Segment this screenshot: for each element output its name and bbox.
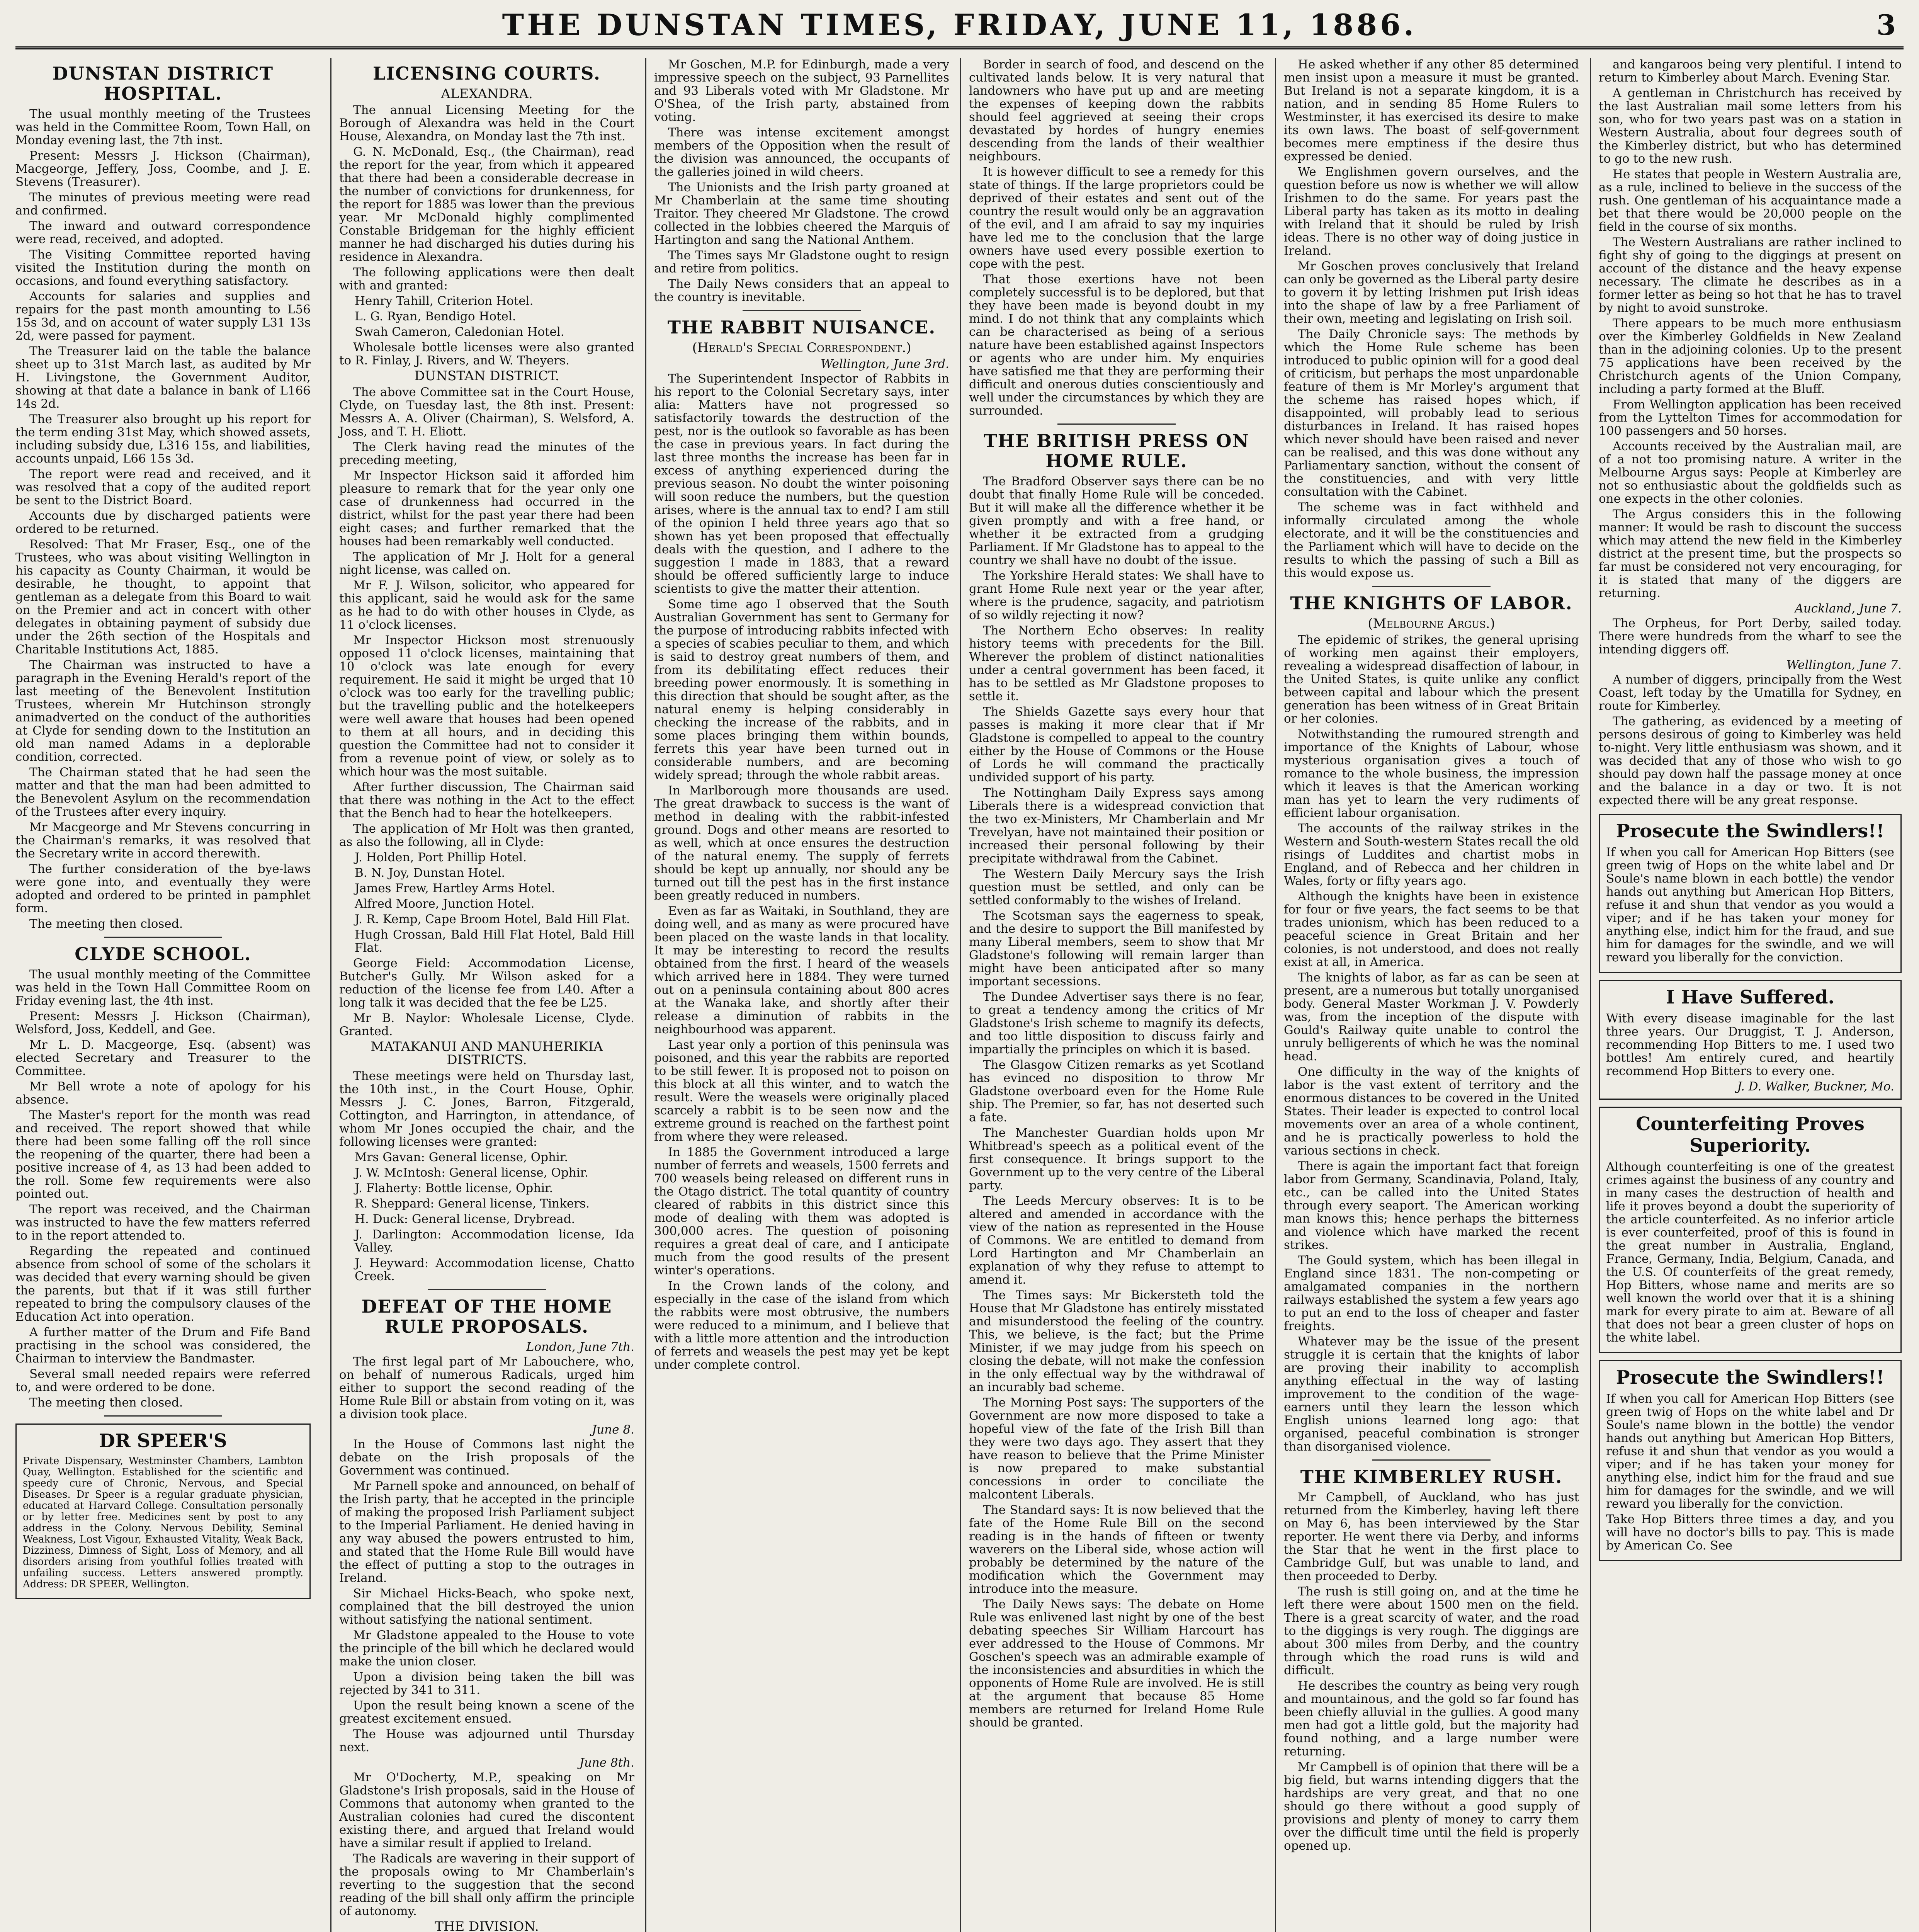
- dateline: June 8.: [592, 1423, 634, 1437]
- paragraph: Mr Goschen proves conclusively that Ireland can only be governed as the Liberal party desire to govern it by letting Irishmen put Irish ideas into the shape of law by a free Parliament of their own, meeting and legislating on Irish soil.: [1284, 259, 1579, 326]
- paragraph: The application of Mr J. Holt for a general night license, was called on.: [339, 550, 634, 577]
- paragraph: These meetings were held on Thursday last, the 10th inst., in the Court House, Ophir. Messrs J. C. Jones, Barron, Fitzgerald, Cottington, and Harrington, in attendance, of whom Mr Jones occupied the chair, and the following licenses were granted:: [339, 1069, 634, 1149]
- paragraph: The above Committee sat in the Court House, Clyde, on Tuesday last, the 8th inst. Present: Messrs A. A. Oliver (Chairman), S. Welsford, A. Joss, and T. H. Eliott.: [339, 385, 634, 439]
- subheading: THE DIVISION.: [435, 1919, 539, 1932]
- paragraph: In the House of Commons last night the debate on the Irish proposals of the Government was continued.: [339, 1437, 634, 1478]
- paragraph: The Leeds Mercury observes: It is to be altered and amended in accordance with the view of the nation as represented in the House of Commons. We are entitled to demand from Lord Hartington and Mr Chamberlain an explanation of why they refuse to attempt to amend it.: [969, 1194, 1264, 1287]
- column-3: [645, 58, 955, 1932]
- divider: [428, 1289, 546, 1290]
- advertisement-hop-bitters-4: [1599, 1360, 1902, 1561]
- paragraph: The Standard says: It is now believed that the fate of the Home Rule Bill on the second reading is in the hands of fifteen or twenty waverers on the Liberal side, whose action will probably be determined by the nature of the modification which the Government may introduce into the measure.: [969, 1503, 1264, 1596]
- dateline: June 8th.: [579, 1756, 634, 1770]
- paragraph: Mr Inspector Hickson most strenuously opposed 11 o'clock licenses, maintaining that 10 o'clock was late enough for every requirement. He said it might be urged that 10 o'clock was too early for the travelling public; but the travelling public and the hotelkeepers were well aware that houses had been opened to them at all hours, and in deciding this question the Committee had not to consider it from a revenue point of view, or solely as to which hour was the most suitable.: [339, 633, 634, 779]
- paragraph: The Times says: Mr Bickersteth told the House that Mr Gladstone has entirely misstated and misunderstood the feeling of the country. This, we believe, is the fact; but the Prime Minister, if we may judge from his speech on closing the debate, will not make the confession in the only effectual way by the withdrawal of an incurably bad scheme.: [969, 1288, 1264, 1394]
- advertisement-hop-bitters-1: [1599, 814, 1902, 973]
- divider: [1057, 423, 1176, 425]
- paragraph: In 1885 the Government introduced a large number of ferrets and weasels, 1500 ferrets and 700 weasels being released on different runs in the Otago district. The total quantity of country cleared of rabbits in this district since this mode of dealing with them was adopted is 300,000 acres. The question of poisoning requires a great deal of care, and I anticipate much from the good results of the present winter's operations.: [654, 1145, 949, 1277]
- column-6: [1590, 58, 1908, 1932]
- paragraph: Mr Campbell, of Auckland, who has just returned from the Kimberley, having left there on May 6, has been interviewed by the Star reporter. He went there via Derby, and informs the Star that he went in the first place to Cambridge Gulf, but was unable to land, and then proceeded to Derby.: [1284, 1490, 1579, 1583]
- column-4: [960, 58, 1270, 1932]
- paragraph: The Northern Echo observes: In reality history teems with precedents for the Bill. Wherever the problem of distinct nationalities under a central government has been faced, it has to be settled as Mr Gladstone proposes to settle it.: [969, 624, 1264, 703]
- paragraph: The further consideration of the bye-laws were gone into, and eventually they were adopted and ordered to be printed in pamphlet form.: [15, 862, 311, 915]
- list-item: J. W. McIntosh: General license, Ophir.: [355, 1166, 588, 1180]
- list-item: J. Darlington: Accommodation license, Ida Valley.: [355, 1228, 634, 1255]
- list-item: H. Duck: General license, Drybread.: [355, 1212, 575, 1226]
- list-item: James Frew, Hartley Arms Hotel.: [355, 881, 555, 895]
- divider: [1372, 586, 1491, 587]
- article-heading: THE KNIGHTS OF LABOR.: [1290, 593, 1573, 614]
- paragraph: G. N. McDonald, Esq., (the Chairman), read the report for the year, from which it appeared that there had been a considerable decrease in the number of convictions for drunkenness, for the report for 1885 was lower than the previous year. Mr McDonald highly complimented Constable Bridgeman for the highly efficient manner he had discharged his duties during his residence in Alexandra.: [339, 145, 634, 264]
- ad-body: If when you call for American Hop Bitters (see green twig of Hops on the white label and Dr Soule's name blown in the bottle) the vendor hands out anything but American Hop Bitters, refuse it and shun that vendor as you would a viper; and if he has taken your money for anything else, indict him for the fraud and sue him for damages for the swindle, and we will reward you liberally for the conviction.: [1606, 1392, 1894, 1511]
- column-1: [15, 58, 317, 1932]
- paragraph: Whatever may be the issue of the present struggle it is certain that the knights of labor are proving their inability to accomplish anything effectual in the way of lasting improvement to the condition of the wage-earners until they learn the lesson which English unions learned long ago: that organised, peaceful combination is stronger than disorganised violence.: [1284, 1335, 1579, 1454]
- subheading: (Herald's Special Correspondent.): [692, 340, 911, 355]
- dateline: Wellington, June 7.: [1786, 658, 1902, 672]
- masthead: [15, 4, 1904, 49]
- paragraph: The Superintendent Inspector of Rabbits in his report to the Colonial Secretary says, inter alia: Matters have not progressed so satisfactorily towards the destruction of the pest, nor is the outlook so favorable as has been the case in previous years. In fact during the last three months the increase has been far in excess of anything experienced during the previous season. No doubt the winter poisoning will soon reduce the numbers, but the question arises, where is the annual tax to end? I am still of the opinion I held three years ago that so shown has yet been proposed that effectually deals with the question, and I adhere to the suggestion I made in 1883, that a reward should be offered sufficiently large to induce scientists to give the matter their attention.: [654, 372, 949, 596]
- paragraph: Accounts due by discharged patients were ordered to be returned.: [15, 509, 311, 536]
- paragraph: He asked whether if any other 85 determined men insist upon a measure it must be granted. But Ireland is not a separate kingdom, it is a nation, and in sending 85 Home Rulers to Westminster, it has exercised its desire to make its own laws. The boast of self-government becomes mere emptiness if the desire thus expressed be denied.: [1284, 58, 1579, 163]
- article-heading: DEFEAT OF THE HOME RULE PROPOSALS.: [361, 1296, 612, 1337]
- paragraph: The report was received, and the Chairman was instructed to have the few matters referred to in the report attended to.: [15, 1202, 311, 1243]
- divider: [104, 1415, 222, 1417]
- list-item: Henry Tahill, Criterion Hotel.: [355, 294, 534, 308]
- paragraph: Some time ago I observed that the South Australian Government has sent to Germany for the purpose of introducing rabbits infected with a species of scabies peculiar to them, and which is said to destroy great numbers of them, and from its debilitating effect reduces their breeding power enormously. It is something in this direction that should be sought after, as the natural enemy is helping considerably in checking the increase of the rabbits, and in some places bringing them within bounds, ferrets this year have been turned out in considerable numbers, and are becoming widely spread; through the whole rabbit areas.: [654, 597, 949, 782]
- paragraph: Several small needed repairs were referred to, and were ordered to be done.: [15, 1367, 311, 1394]
- advertisement-dr-speer: [15, 1423, 311, 1599]
- divider: [1372, 1459, 1491, 1461]
- paragraph: The Glasgow Citizen remarks as yet Scotland has evinced no disposition to throw Mr Gladstone overboard even for the Home Rule ship. The Premier, so far, has not deserted such a fate.: [969, 1058, 1264, 1124]
- paragraph: Even as far as Waitaki, in Southland, they are doing well, and as many as were procured have been placed on the waste lands in that locality. It may be interesting to record the results obtained from the first. I heard of the weasels which arrived here in 1884. They were turned out on a peninsula containing about 800 acres at the Wanaka lake, and shortly after their release a diminution of rabbits in the neighbourhood was apparent.: [654, 904, 949, 1036]
- dateline: London, June 7th.: [526, 1340, 634, 1354]
- subheading: (Melbourne Argus.): [1368, 616, 1495, 631]
- ad-title: I Have Suffered.: [1666, 986, 1835, 1008]
- paragraph: The epidemic of strikes, the general uprising of working men against their employers, revealing a widespread disaffection of labour, in the United States, is quite unlike any conflict between capital and labour which the present generation has been witness of in Great Britain or her colonies.: [1284, 633, 1579, 726]
- paragraph: After further discussion, The Chairman said that there was nothing in the Act to the effect that the Bench had to hear the hotelkeepers.: [339, 780, 634, 820]
- paragraph: The gathering, as evidenced by a meeting of persons desirous of going to Kimberley was held to-night. Very little enthusiasm was shown, and it was decided that any of those who wish to go should pay down half the passage money at once and the balance in a day or two. It is not expected there will be any great response.: [1599, 714, 1902, 807]
- paragraph: The first legal part of Mr Labouchere, who, on behalf of numerous Radicals, urged him either to support the second reading of the Home Rule Bill or abstain from voting on it, was a division took place.: [339, 1355, 634, 1421]
- paragraph: Present: Messrs J. Hickson (Chairman), Welsford, Joss, Keddell, and Gee.: [15, 1009, 311, 1036]
- paragraph: The meeting then closed.: [29, 1396, 183, 1410]
- paragraph: The Dundee Advertiser says there is no fear, to great a tendency among the critics of Mr Gladstone's Irish scheme to magnify its defects, and too little disposition to discuss fairly and impartially the principles on which it is based.: [969, 990, 1264, 1056]
- paragraph: That those exertions have not been completely successful is to be deplored, but that they have been made is beyond doubt in my mind. I do not think that any complaints which can be characterised as being of a serious nature have been established against Inspectors or agents who are under him. My enquiries have satisfied me that they are performing their difficult and onerous duties conscientiously and well under the circumstances by which they are surrounded.: [969, 272, 1264, 418]
- paragraph: Last year only a portion of this peninsula was poisoned, and this year the rabbits are reported to be still fewer. It is proposed not to poison on this block at all this winter, and to watch the result. Were the weasels were originally placed scarcely a rabbit is to be seen now and the extreme ground is reached on the farthest point from where they were released.: [654, 1038, 949, 1144]
- masthead-title: THE DUNSTAN TIMES, FRIDAY, JUNE 11, 1886.: [502, 8, 1417, 42]
- page-number: 3: [1876, 9, 1896, 41]
- paragraph: Sir Michael Hicks-Beach, who spoke next, complained that the bill destroyed the union without satisfying the national sentiment.: [339, 1587, 634, 1627]
- paragraph: There appears to be much more enthusiasm over the Kimberley Goldfields in New Zealand than in the adjoining colonies. Up to the present 75 applications have been received by the Christchurch agents of the Union Company, including a party formed at the Bluff.: [1599, 316, 1902, 396]
- paragraph: A gentleman in Christchurch has received by the last Australian mail some letters from his son, who for two years past was on a station in Western Australia, about four degrees south of the Kimberley district, but who has determined to go to the new rush.: [1599, 86, 1902, 166]
- paragraph: The Western Daily Mercury says the Irish question must be settled, and only can be settled conformably to the wishes of Ireland.: [969, 867, 1264, 907]
- paragraph: Mr L. D. Macgeorge, Esq. (absent) was elected Secretary and Treasurer to the Committee.: [15, 1038, 311, 1078]
- ad-title: Counterfeiting Proves Superiority.: [1636, 1113, 1865, 1156]
- paragraph: Mr Parnell spoke and announced, on behalf of the Irish party, that he accepted in the principle of making the proposed Irish Parliament subject to the Imperial Parliament. He denied having in any way abused the powers entrusted to him, and stated that the Home Rule Bill would have the effect of putting a stop to the outrages in Ireland.: [339, 1479, 634, 1585]
- paragraph: The following applications were then dealt with and granted:: [339, 265, 634, 293]
- list-item: Swah Cameron, Caledonian Hotel.: [355, 325, 564, 339]
- paragraph: The Shields Gazette says every hour that passes is making it more clear that if Mr Gladstone is compelled to appeal to the country either by the House of Commons or the House of Lords he will command the practically undivided support of his party.: [969, 705, 1264, 784]
- list-item: Hugh Crossan, Bald Hill Flat Hotel, Bald Hill Flat.: [355, 928, 634, 955]
- paragraph: Although the knights have been in existence for four or five years, the fact seems to be that trades unionism, which has been reduced to a peaceful science in Great Britain and her colonies, is not understood, and does not really exist at all, in America.: [1284, 889, 1579, 969]
- paragraph: The Chairman stated that he had seen the matter and that the man had been admitted to the Benevolent Asylum on the recommendation of the Trustees after every inquiry.: [15, 765, 311, 819]
- ad-body: With every disease imaginable for the last three years. Our Druggist, T. J. Anderson, recommending Hop Bitters to me. I used two bottles! Am entirely cured, and heartily recommend Hop Bitters to every one.: [1606, 1012, 1894, 1078]
- divider: [743, 310, 861, 311]
- list-item: R. Sheppard: General license, Tinkers.: [355, 1197, 590, 1211]
- ad-title: Prosecute the Swindlers!!: [1616, 1367, 1885, 1388]
- paragraph: The usual monthly meeting of the Trustees was held in the Committee Room, Town Hall, on Monday evening last, the 7th inst.: [15, 107, 311, 147]
- paragraph: There is again the important fact that foreign labor from Germany, Scandinavia, Poland, Italy, etc., can be called into the United States through every seaport. The American working man knows this; hence perhaps the bitterness and violence which have marked the recent strikes.: [1284, 1159, 1579, 1252]
- paragraph: The Scotsman says the eagerness to speak, and the desire to support the Bill manifested by many Liberal members, seem to show that Mr Gladstone's following will remain larger than might have been anticipated after so many important secessions.: [969, 909, 1264, 988]
- paragraph: Mr Campbell is of opinion that there will be a big field, but warns intending diggers that the hardships are very great, and that no one should go there without a good supply of provisions and plenty of money to carry them over the difficult time until the field is properly opened up.: [1284, 1760, 1579, 1853]
- divider: [104, 937, 222, 938]
- list-item: B. N. Joy, Dunstan Hotel.: [355, 866, 505, 880]
- paragraph: The Argus considers this in the following manner: It would be rash to discount the success which may attend the new field in the Kimberley district at the present time, but the prospects so far must be considered not very encouraging, for it is stated that many of the diggers are returning.: [1599, 507, 1902, 600]
- article-heading: CLYDE SCHOOL.: [75, 944, 252, 964]
- paragraph: Mr F. J. Wilson, solicitor, who appeared for this applicant, said he would ask for the same as he had to do with other houses in Clyde, as 11 o'clock licenses.: [339, 578, 634, 632]
- paragraph: The Nottingham Daily Express says among Liberals there is a widespread conviction that the two ex-Ministers, Mr Chamberlain and Mr Trevelyan, have not maintained their position or increased their personal following by their precipitate withdrawal from the Cabinet.: [969, 786, 1264, 866]
- ad-body: Although counterfeiting is one of the greatest crimes against the business of any country and in many cases the destruction of health and life it proves beyond a doubt the superiority of the article counterfeited. As no inferior article is ever counterfeited, proof of this is found in the great number in Australia, England, France, Germany, India, Belgium, Canada, and the U.S. Of counterfeits of the great remedy, Hop Bitters, whose name and merits are so well known the world over that it is a shining mark for every pirate to aim at. Beware of all that does not bear a green cluster of hops on the white label.: [1606, 1160, 1894, 1345]
- paragraph: The Western Australians are rather inclined to fight shy of going to the diggings at present on account of the distance and the heavy expense necessary. The climate he describes as in a former letter as being so hot that he has to travel by night to avoid sunstroke.: [1599, 235, 1902, 315]
- paragraph: The House was adjourned until Thursday next.: [339, 1727, 634, 1754]
- article-heading: THE KIMBERLEY RUSH.: [1300, 1466, 1563, 1487]
- paragraph: The Master's report for the month was read and received. The report showed that while there had been some falling off the roll since the reopening of the quarter, there had been a positive increase of 4, as 13 had been added to the roll. Some few requirements were also pointed out.: [15, 1108, 311, 1201]
- paragraph: The meeting then closed.: [29, 917, 183, 931]
- paragraph: The usual monthly meeting of the Committee was held in the Town Hall Committee Room on Friday evening last, the 4th inst.: [15, 968, 311, 1008]
- paragraph: Regarding the repeated and continued absence from school of some of the scholars it was decided that every warning should be given the parents, but that if it was still further repeated to bring the compulsory clauses of the Education Act into operation.: [15, 1244, 311, 1324]
- paragraph: The Radicals are wavering in their support of the proposals owing to Mr Chamberlain's reverting to the suggestion that the second reading of the bill shall only affirm the principle of autonomy.: [339, 1852, 634, 1918]
- list-item: Alfred Moore, Junction Hotel.: [355, 897, 535, 911]
- paragraph: Wholesale bottle licenses were also granted to R. Finlay, J. Rivers, and W. Theyers.: [339, 340, 634, 367]
- paragraph: The Gould system, which has been illegal in England since 1831. The non-competing or amalgamated companies in the northern railways established the system a few years ago to put an end to the loss of cheaper and faster freights.: [1284, 1253, 1579, 1333]
- paragraph: It is however difficult to see a remedy for this state of things. If the large proprietors could be deprived of their estates and sent out of the country the result would only be an aggravation of the evil, and I am afraid to say my inquiries have led me to the conclusion that the large owners have used every possible exertion to cope with the pest.: [969, 165, 1264, 271]
- paragraph: There was intense excitement amongst members of the Opposition when the result of the division was announced, the occupants of the galleries joined in wild cheers.: [654, 126, 949, 179]
- list-item: J. Flaherty: Bottle license, Ophir.: [355, 1181, 553, 1195]
- paragraph: The Morning Post says: The supporters of the Government are now more disposed to take a hopeful view of the fate of the Irish Bill than they were two days ago. They assert that they have reason to believe that the Prime Minister is now prepared to make substantial concessions in order to conciliate the malcontent Liberals.: [969, 1396, 1264, 1502]
- paragraph: The Chairman was instructed to have a paragraph in the Evening Herald's report of the last meeting of the Benevolent Institution Trustees, wherein Mr Hutchinson strongly animadverted on the conduct of the authorities at Clyde for sending down to the Institution an old man named Adams in a deplorable condition, corrected.: [15, 658, 311, 764]
- ad-title: Prosecute the Swindlers!!: [1616, 820, 1885, 842]
- list-item: Mrs Gavan: General license, Ophir.: [355, 1150, 568, 1164]
- paragraph: Upon the result being known a scene of the greatest excitement ensued.: [339, 1699, 634, 1726]
- paragraph: The Treasurer laid on the table the balance sheet up to 31st March last, as audited by Mr H. Livingstone, the Government Auditor, showing at that date a balance in bank of L166 14s 2d.: [15, 344, 311, 411]
- paragraph: The scheme was in fact withheld and informally circulated among the whole electorate, and it will be the constituencies and the Parliament which will have to decide on the results to which the passing of such a Bill as this would expose us.: [1284, 500, 1579, 580]
- column-2: [330, 58, 641, 1932]
- paragraph: Mr B. Naylor: Wholesale License, Clyde. Granted.: [339, 1011, 634, 1038]
- dateline: Auckland, June 7.: [1795, 602, 1902, 616]
- paragraph: Accounts for salaries and supplies and repairs for the past month amounting to L56 15s 3d, and on account of water supply L31 13s 2d, were passed for payment.: [15, 289, 311, 343]
- list-item: J. Holden, Port Phillip Hotel.: [355, 850, 527, 864]
- paragraph: A further matter of the Drum and Fife Band practising in the school was considered, the Chairman to interview the Bandmaster.: [15, 1325, 311, 1366]
- paragraph: Present: Messrs J. Hickson (Chairman), Macgeorge, Jeffery, Joss, Coombe, and J. E. Stevens (Treasurer).: [15, 149, 311, 189]
- paragraph: The Clerk having read the minutes of the preceding meeting,: [339, 440, 634, 467]
- ad-body: If when you call for American Hop Bitters (see green twig of Hops on the white label and Dr Soule's name blown in each bottle) the vendor hands out anything but American Hop Bitters, refuse it and shun that vendor as you would a viper; and if he has taken your money for anything else, indict him for the fraud, and sue him for damages for the swindle, and we will reward you liberally for the conviction.: [1606, 845, 1894, 964]
- paragraph: Mr Gladstone appealed to the House to vote the principle of the bill which he declared would make the union closer.: [339, 1628, 634, 1668]
- paragraph: He states that people in Western Australia are, as a rule, inclined to believe in the success of the rush. One gentleman of his acquaintance made a bet that there would be 20,000 people on the field in the course of six months.: [1599, 167, 1902, 234]
- paragraph: One difficulty in the way of the knights of labor is the vast extent of territory and the enormous distances to be covered in the United States. Their leader is expected to control local movements over an area of a whole continent, and he is practically powerless to hold the various sections in check.: [1284, 1065, 1579, 1158]
- paragraph: The annual Licensing Meeting for the Borough of Alexandra was held in the Court House, Alexandra, on Monday last the 7th inst.: [339, 103, 634, 143]
- subheading: DUNSTAN DISTRICT.: [414, 368, 559, 384]
- ad-signature: J. D. Walker, Buckner, Mo.: [1737, 1080, 1894, 1094]
- paragraph: The Visiting Committee reported having visited the Institution during the month on occasions, and found everything satisfactory.: [15, 248, 311, 288]
- paragraph: Mr Inspector Hickson said it afforded him pleasure to remark that for the year only one case of drunkenness had occurred in the district, whilst for the past year there had been eight cases; and further remarked that the houses had been remarkably well conducted.: [339, 469, 634, 548]
- ad-body: Private Dispensary, Westminster Chambers, Lambton Quay, Wellington. Established for the scientific and speedy cure of Chronic, Nervous, and Special Diseases. Dr Speer is a regular graduate physician, educated at Harvard College. Consultation personally or by letter free. Medicines sent by post to any address in the Colony. Nervous Debility, Seminal Weakness, Lost Vigour, Exhausted Vitality, Weak Back, Dizziness, Dimness of Sight, Loss of Memory, and all disorders arising from youthful follies treated with unfailing success. Letters answered promptly. Address: DR SPEER, Wellington.: [23, 1455, 303, 1590]
- paragraph: The Times says Mr Gladstone ought to resign and retire from politics.: [654, 248, 949, 276]
- paragraph: The Treasurer also brought up his report for the term ending 31st May, which showed assets, including subsidy due, L316 15s, and liabilities, accounts unpaid, L66 15s 3d.: [15, 412, 311, 466]
- article-heading: THE RABBIT NUISANCE.: [667, 317, 936, 338]
- list-item: L. G. Ryan, Bendigo Hotel.: [355, 310, 516, 323]
- paragraph: and kangaroos being very plentiful. I intend to return to Kimberley about March. Evening Star.: [1599, 58, 1902, 85]
- paragraph: The report were read and received, and it was resolved that a copy of the audited report be sent to the District Board.: [15, 467, 311, 507]
- subheading: MATAKANUI AND MANUHERIKIA DISTRICTS.: [371, 1039, 603, 1068]
- paragraph: The Unionists and the Irish party groaned at Mr Chamberlain at the same time shouting Traitor. They cheered Mr Gladstone. The crowd collected in the lobbies cheered the Marquis of Hartington and sang the National Anthem.: [654, 180, 949, 247]
- dateline: Wellington, June 3rd.: [821, 357, 949, 371]
- paragraph: Mr Bell wrote a note of apology for his absence.: [15, 1080, 311, 1107]
- subheading: ALEXANDRA.: [441, 86, 533, 102]
- paragraph: Mr O'Docherty, M.P., speaking on Mr Gladstone's Irish proposals, said in the House of Commons that autonomy when granted to the Australian colonies had cured the discontent existing there, and argued that Ireland would have a similar result if applied to Ireland.: [339, 1770, 634, 1850]
- article-heading: DUNSTAN DISTRICT HOSPITAL.: [52, 63, 274, 104]
- paragraph: The knights of labor, as far as can be seen at present, are a numerous but totally unorganised body. General Master Workman J. V. Powderly was, from the inception of the dispute with Gould's Railway quite unable to control the unruly belligerents of which he was the nominal head.: [1284, 971, 1579, 1063]
- paragraph: Accounts received by the Australian mail, are of a not too promising nature. A writer in the Melbourne Argus says: People at Kimberley are not so enthusiastic about the goldfields such as one expects in the other colonies.: [1599, 439, 1902, 506]
- paragraph: Mr Macgeorge and Mr Stevens concurring in the Chairman's remarks, it was resolved that the Secretary write in accord therewith.: [15, 820, 311, 861]
- paragraph: A number of diggers, principally from the West Coast, left today by the Umatilla for Sydney, en route for Kimberley.: [1599, 673, 1902, 713]
- paragraph: Border in search of food, and descend on the cultivated lands below. It is very natural that landowners who have put up and are meeting the expenses of keeping down the rabbits should feel aggrieved at seeing their crops devastated by hordes of hungry enemies descending from the lands of their wealthier neighbours.: [969, 58, 1264, 163]
- article-heading: THE BRITISH PRESS ON HOME RULE.: [984, 430, 1249, 471]
- paragraph: The Manchester Guardian holds upon Mr Whitbread's speech as a political event of the first consequence. It brings support to the Government up to the very centre of the Liberal party.: [969, 1126, 1264, 1192]
- list-item: J. R. Kemp, Cape Broom Hotel, Bald Hill Flat.: [355, 912, 630, 926]
- paragraph: The inward and outward correspondence were read, received, and adopted.: [15, 219, 311, 246]
- paragraph: Mr Goschen, M.P. for Edinburgh, made a very impressive speech on the subject, 93 Parnellites and 93 Liberals voted with Mr Gladstone. Mr O'Shea, of the Irish party, abstained from voting.: [654, 58, 949, 124]
- paragraph: The Bradford Observer says there can be no doubt that finally Home Rule will be conceded. But it will make all the difference whether it be given promptly and with a free hand, or whether it be extracted from a grudging Parliament. If Mr Gladstone has to appeal to the country we shall have no doubt of the issue.: [969, 474, 1264, 567]
- paragraph: We Englishmen govern ourselves, and the question before us now is whether we will allow Irishmen to do the same. For years past the Liberal party has taken as its motto in dealing with Ireland that it should be ruled by Irish ideas. There is no other way of doing justice in Ireland.: [1284, 165, 1579, 258]
- paragraph: The Orpheus, for Port Derby, sailed today. There were hundreds from the wharf to see the intending diggers off.: [1599, 616, 1902, 656]
- article-heading: LICENSING COURTS.: [373, 63, 601, 84]
- paragraph: Notwithstanding the rumoured strength and importance of the Knights of Labour, whose mysterious organisation gives a touch of romance to the whole business, the impression which it leaves is that the American working man has yet to learn the very rudiments of efficient labour organisation.: [1284, 727, 1579, 820]
- list-item: J. Heyward: Accommodation license, Chatto Creek.: [355, 1256, 634, 1283]
- paragraph: Resolved: That Mr Fraser, Esq., one of the Trustees, who was about visiting Wellington in his capacity as County Chairman, it would be desirable, he thought, to appoint that gentleman as a delegate from this Board to wait on the Premier and act in concert with other delegates in obtaining payment of subsidy due under the 26th section of the Hospitals and Charitable Institutions Act, 1885.: [15, 537, 311, 656]
- paragraph: Upon a division being taken the bill was rejected by 341 to 311.: [339, 1670, 634, 1697]
- ad-footer: Take Hop Bitters three times a day, and you will have no doctor's bills to pay. This is made by American Co. See: [1606, 1512, 1894, 1553]
- paragraph: The minutes of previous meeting were read and confirmed.: [15, 190, 311, 218]
- paragraph: In the Crown lands of the colony, and especially in the case of the island from which the rabbits were most obtrusive, the numbers were reduced to a minimum, and I believe that with a little more attention and the introduction of ferrets and weasels the pest may yet be kept under complete control.: [654, 1279, 949, 1372]
- paragraph: The Yorkshire Herald states: We shall have to grant Home Rule next year or the year after, where is the prudence, sagacity, and patriotism of so wildly rejecting it now?: [969, 569, 1264, 622]
- column-5: [1275, 58, 1585, 1932]
- paragraph: George Field: Accommodation License, Butcher's Gully. Mr Wilson asked for a reduction of the license fee from L40. After a long talk it was decided that the fee be L25.: [339, 956, 634, 1010]
- paragraph: The Daily Chronicle says: The methods by which the Home Rule scheme has been introduced to public opinion will for a good deal of criticism, but perhaps the most unpardonable feature of them is Mr Morley's argument that the scheme has raised hopes which, if disappointed, will probably lead to serious disturbances in Ireland. It has raised hopes which never should have been raised and never can be realised, and this was done without any Parliamentary sanction, without the consent of the constituencies, and with very little consultation with the Cabinet.: [1284, 327, 1579, 499]
- paragraph: From Wellington application has been received from the Lyttelton Times for accommodation for 100 passengers and 50 horses.: [1599, 398, 1902, 438]
- ad-title: DR SPEER'S: [99, 1430, 227, 1452]
- paragraph: The Daily News says: The debate on Home Rule was enlivened last night by one of the best debating speeches Sir William Harcourt has ever addressed to the House of Commons. Mr Goschen's speech was an admirable example of the inconsistencies and absurdities in which the opponents of Home Rule are involved. He is still at the argument that because 85 Home members are returned for Ireland Home Rule should be granted.: [969, 1597, 1264, 1730]
- paragraph: In Marlborough more thousands are used. The great drawback to success is the want of method in dealing with the rabbit-infested ground. Dogs and other means are resorted to as well, which at once ensures the destruction of the natural enemy. The supply of ferrets should be kept up annually, nor should any be turned out till the pest has in the first instance been greatly reduced in numbers.: [654, 784, 949, 903]
- paragraph: The application of Mr Holt was then granted, as also the following, all in Clyde:: [339, 822, 634, 849]
- paragraph: He describes the country as being very rough and mountainous, and the gold so far found has been chiefly alluvial in the gullies. A good many men had got a little gold, but the majority had found nothing, and a large number were returning.: [1284, 1679, 1579, 1759]
- paragraph: The Daily News considers that an appeal to the country is inevitable.: [654, 277, 949, 304]
- advertisement-hop-bitters-3: [1599, 1107, 1902, 1353]
- paragraph: The accounts of the railway strikes in the Western and South-western States recall the old risings of Luddites and chartist mobs in England, and of Rebecca and her children in Wales, forty or fifty years ago.: [1284, 821, 1579, 888]
- advertisement-hop-bitters-2: [1599, 980, 1902, 1100]
- paragraph: The rush is still going on, and at the time he left there were about 1500 men on the field. There is a great scarcity of water, and the road to the diggings is very rough. The diggings are about 300 miles from Derby, and the country through which the road runs is wild and difficult.: [1284, 1585, 1579, 1677]
